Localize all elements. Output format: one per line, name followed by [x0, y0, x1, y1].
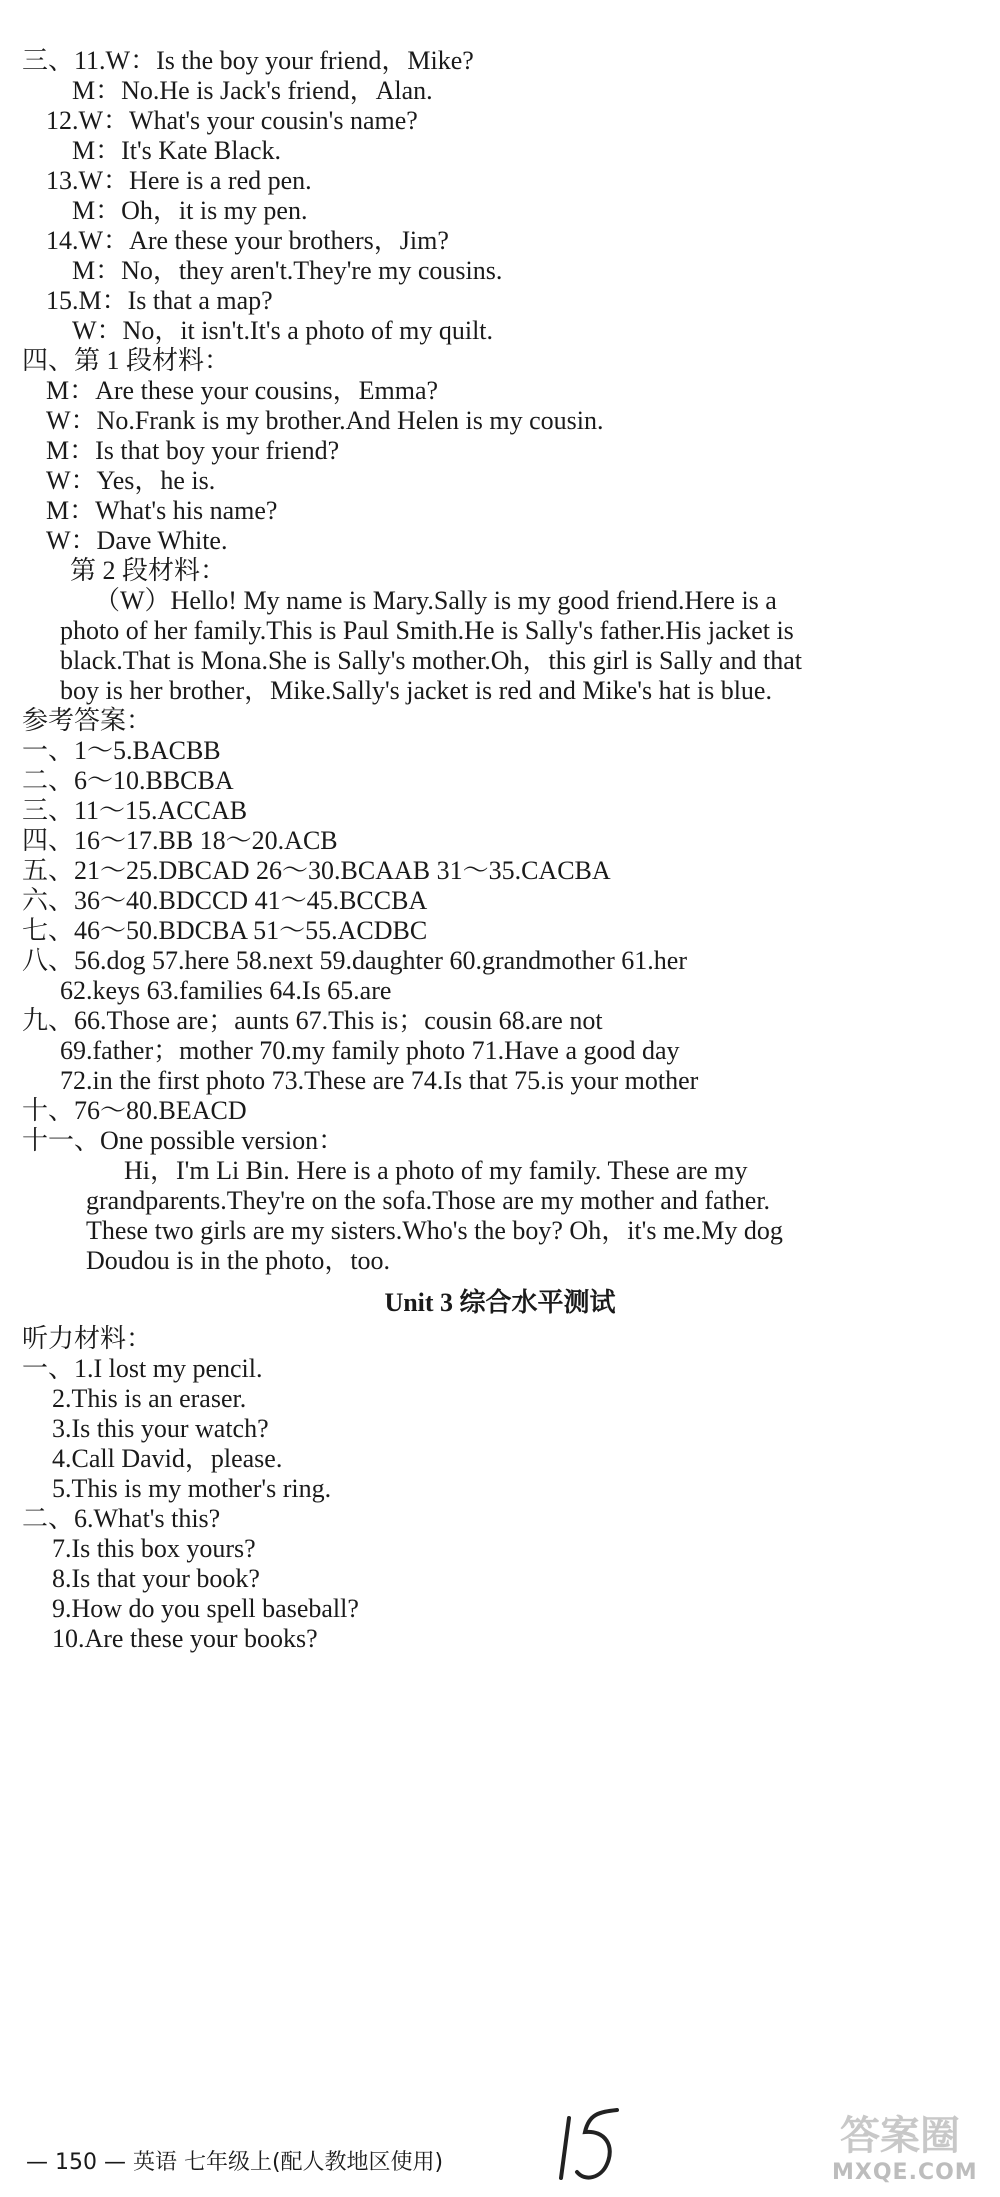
unit3-q7: 7.Is this box yours? — [52, 1534, 256, 1563]
unit3-q3: 3.Is this your watch? — [52, 1414, 269, 1443]
sec4-dialog-4: W：Yes，he is. — [46, 466, 216, 495]
unit3-title: Unit 3 综合水平测试 — [384, 1288, 616, 1317]
sec4-passage-2: photo of her family.This is Paul Smith.He is Sally's father.His jacket is — [60, 616, 794, 645]
sec3-line-14b: M：No，they aren't.They're my cousins. — [72, 256, 503, 285]
answer-line-6: 六、36～40.BDCCD 41～45.BCCBA — [22, 886, 428, 915]
writing-line-4: Doudou is in the photo，too. — [86, 1246, 391, 1275]
unit3-heading: 听力材料： — [22, 1324, 153, 1353]
unit3-q8: 8.Is that your book? — [52, 1564, 260, 1593]
page-footer: — 150 — 英语 七年级上(配人教地区使用) — [26, 2150, 444, 2175]
sec3-line-12a: 12.W：What's your cousin's name? — [46, 106, 418, 135]
sec4-heading-2: 第 2 段材料： — [70, 556, 227, 585]
sec4-dialog-3: M：Is that boy your friend? — [46, 436, 340, 465]
watermark-text: MXQE.COM — [832, 2160, 978, 2185]
answer-line-4: 四、16～17.BB 18～20.ACB — [22, 826, 338, 855]
watermark-logo-icon: 答案圈 — [840, 2113, 960, 2159]
handwritten-number-mark — [555, 2100, 625, 2190]
answer-line-9: 九、66.Those are；aunts 67.This is；cousin 68.are not — [22, 1006, 603, 1035]
sec4-heading: 四、第 1 段材料： — [22, 346, 231, 375]
answers-heading: 参考答案： — [22, 706, 153, 735]
answer-line-9b: 69.father；mother 70.my family photo 71.Have a good day — [60, 1036, 680, 1065]
sec3-line-11a: 三、11.W：Is the boy your friend，Mike? — [22, 46, 474, 75]
answer-line-7: 七、46～50.BDCBA 51～55.ACDBC — [22, 916, 428, 945]
writing-line-3: These two girls are my sisters.Who's the boy? Oh，it's me.My dog — [86, 1216, 783, 1245]
sec4-passage-4: boy is her brother，Mike.Sally's jacket is red and Mike's hat is blue. — [60, 676, 772, 705]
sec4-dialog-1: M：Are these your cousins，Emma? — [46, 376, 439, 405]
sec4-dialog-6: W：Dave White. — [46, 526, 228, 555]
answer-line-5: 五、21～25.DBCAD 26～30.BCAAB 31～35.CACBA — [22, 856, 611, 885]
writing-line-1: Hi，I'm Li Bin. Here is a photo of my family. These are my — [124, 1156, 748, 1185]
sec3-line-11b: M：No.He is Jack's friend，Alan. — [72, 76, 433, 105]
answer-line-8b: 62.keys 63.families 64.Is 65.are — [60, 976, 392, 1005]
sec3-line-13b: M：Oh，it is my pen. — [72, 196, 308, 225]
unit3-q6: 二、6.What's this? — [22, 1504, 221, 1533]
answer-line-8: 八、56.dog 57.here 58.next 59.daughter 60.grandmother 61.her — [22, 946, 688, 975]
sec3-line-15b: W：No，it isn't.It's a photo of my quilt. — [72, 316, 494, 345]
answer-line-1: 一、1～5.BACBB — [22, 736, 221, 765]
unit3-q2: 2.This is an eraser. — [52, 1384, 247, 1413]
writing-line-2: grandparents.They're on the sofa.Those are my mother and father. — [86, 1186, 771, 1215]
answer-line-11: 十一、One possible version： — [22, 1126, 345, 1155]
sec3-line-12b: M：It's Kate Black. — [72, 136, 282, 165]
unit3-q1: 一、1.I lost my pencil. — [22, 1354, 263, 1383]
sec4-passage-1: （W）Hello! My name is Mary.Sally is my good friend.Here is a — [94, 586, 777, 615]
unit3-q5: 5.This is my mother's ring. — [52, 1474, 332, 1503]
answer-line-3: 三、11～15.ACCAB — [22, 796, 248, 825]
sec4-passage-3: black.That is Mona.She is Sally's mother.Oh，this girl is Sally and that — [60, 646, 803, 675]
unit3-q4: 4.Call David，please. — [52, 1444, 283, 1473]
answer-line-2: 二、6～10.BBCBA — [22, 766, 234, 795]
unit3-q10: 10.Are these your books? — [52, 1624, 318, 1653]
unit3-q9: 9.How do you spell baseball? — [52, 1594, 359, 1623]
answer-line-9c: 72.in the first photo 73.These are 74.Is that 75.is your mother — [60, 1066, 699, 1095]
sec3-line-15a: 15.M：Is that a map? — [46, 286, 273, 315]
sec3-line-13a: 13.W：Here is a red pen. — [46, 166, 312, 195]
sec4-dialog-5: M：What's his name? — [46, 496, 278, 525]
sec4-dialog-2: W：No.Frank is my brother.And Helen is my cousin. — [46, 406, 604, 435]
sec3-line-14a: 14.W：Are these your brothers，Jim? — [46, 226, 449, 255]
answer-line-10: 十、76～80.BEACD — [22, 1096, 247, 1125]
